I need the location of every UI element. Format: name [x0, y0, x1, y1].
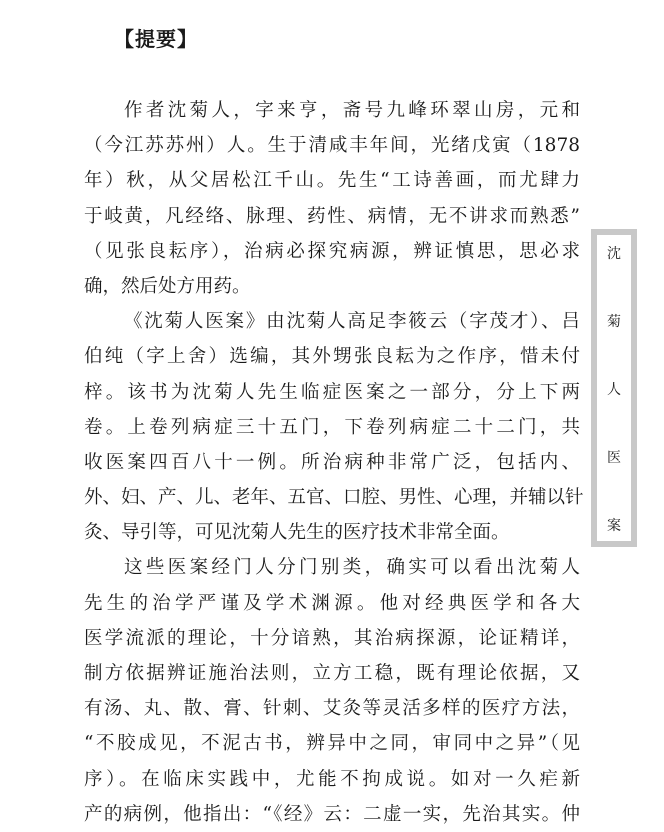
- text-line: 这些医案经门人分门别类，确实可以看出沈菊人: [124, 557, 580, 579]
- text-line: （见张良耘序），治病必探究病源，辨证慎思，思必求: [84, 240, 580, 262]
- side-tab-char: 沈: [607, 246, 621, 262]
- text-line: “不胶成见，不泥古书，辨异中之同，审同中之异”（见: [84, 733, 580, 755]
- text-line: 灸、导引等，可见沈菊人先生的医疗技术非常全面。: [84, 522, 510, 544]
- side-tab-char: 菊: [607, 314, 621, 330]
- text-line: 作者沈菊人，字来亨，斋号九峰环翠山房，元和: [124, 100, 580, 121]
- side-tab-char: 案: [607, 518, 621, 534]
- text-line: 卷。上卷列病症三十五门，下卷列病症二十二门，共: [84, 416, 580, 438]
- text-line: 伯纯（字上舍）选编，其外甥张良耘为之作序，惜未付: [84, 346, 580, 368]
- text-line: 年）秋，从父居松江千山。先生“工诗善画，而尤肆力: [84, 170, 580, 192]
- text-line: 制方依据辨证施治法则，立方工稳，既有理论依据，又: [84, 663, 580, 684]
- book-title-side-tab: [591, 229, 637, 547]
- text-line: 先生的治学严谨及学术渊源。他对经典医学和各大: [84, 592, 580, 614]
- text-line: 外、妇、产、儿、老年、五官、口腔、男性、心理，并辅以针: [84, 487, 584, 509]
- text-line: 产的病例，他指出：“《经》云：二虚一实，先治其实。仲: [84, 803, 580, 825]
- side-tab-char: 医: [607, 450, 621, 466]
- text-line: 医学流派的理论，十分谙熟，其治病探源，论证精详，: [84, 627, 580, 649]
- text-line: 《沈菊人医案》由沈菊人高足李筱云（字茂才）、吕: [124, 311, 580, 333]
- section-heading: 【提要】: [114, 27, 198, 51]
- text-line: 序）。在临床实践中，尤能不拘成说。如对一久疟新: [84, 768, 580, 790]
- text-line: 有汤、丸、散、膏、针刺、艾灸等灵活多样的医疗方法，: [84, 698, 580, 720]
- text-line: 梓。该书为沈菊人先生临症医案之一部分，分上下两: [84, 381, 580, 403]
- side-tab-char: 人: [607, 382, 621, 398]
- text-line: 收医案四百八十一例。所治病种非常广泛，包括内、: [84, 451, 580, 473]
- body-text: [84, 93, 584, 832]
- text-line: 确，然后处方用药。: [84, 275, 251, 297]
- text-line: （今江苏苏州）人。生于清咸丰年间，光绪戊寅（1878: [84, 135, 580, 157]
- text-line: 于岐黄，凡经络、脉理、药性、病情，无不讲求而熟悉”: [84, 205, 580, 227]
